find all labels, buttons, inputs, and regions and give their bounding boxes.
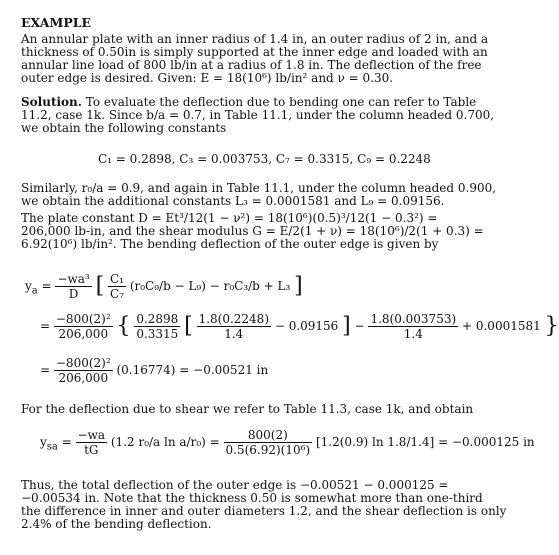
shear-equation: $y_{sa}$ = $\frac{-wa}{tG}$ (1.2 r₀/a ln a/r₀) = $\frac{800(2)}{\text{0.5(6.92)(10⁶)}}$ [1.2(0.9) ln 1.8/1.4] = −0.000125 in [40,428,535,457]
bending-equation-2: = $\frac{\text{−800(2)²}}{206,000}$ { $\frac{0.2898}{0.3315}$ [ $\frac{1.8(0.2248)}{1.4}$ − 0.09156 ] − $\frac{1.8(0.003753)}{1.4}$ + 0.0001581 } [40,312,559,341]
para2-line-2: 11.2, case 1k. Since b/a = 0.7, in Table 11.1, under the column headed 0.700, [21,108,495,122]
para5-line-3: the difference in inner and outer diameters 1.2, and the shear deflection is only [21,504,507,518]
para4: For the deflection due to shear we refer to Table 11.3, case 1k, and obtain [21,402,474,416]
para1-line-4: outer edge is desired. Given: E = 18(10⁶) lb/in² and ν = 0.30. [21,71,394,85]
para1-line-2: thickness of 0.50in is simply supported at the inner edge and loaded with an [21,45,488,59]
para1-line-1: An annular plate with an inner radius of 1.4 in, an outer radius of 2 in, and a [21,32,489,46]
bending-equation-1: $y_a$ = $\frac{\text{−wa³}}{D}$ [ $\frac{\text{C₁}}{\text{C₇}}$ (r₀C₉/b − L₉) − r₀C₃/b + L₃ ] [25,272,303,301]
para3-line-3: The plate constant D = Et³/12(1 − ν²) = 18(10⁶)(0.5)³/12(1 − 0.3²) = [21,211,438,225]
para2-line-3: we obtain the following constants [21,121,227,135]
para3-line-2: we obtain the additional constants L₃ = 0.0001581 and L₉ = 0.09156. [21,194,445,208]
para3-line-4: 206,000 lb-in, and the shear modulus G = E/2(1 + ν) = 18(10⁶)/2(1 + 0.3) = [21,224,484,238]
solution-label: Solution. [21,95,82,109]
bending-equation-3: = $\frac{\text{−800(2)²}}{206,000}$ (0.16774) = −0.00521 in [40,356,269,385]
heading: EXAMPLE [21,15,92,30]
para5-line-4: 2.4% of the bending deflection. [21,517,212,531]
para3-line-5: 6.92(10⁶) lb/in². The bending deflection of the outer edge is given by [21,237,439,251]
para5-line-1: Thus, the total deflection of the outer edge is −0.00521 − 0.000125 = [21,478,449,492]
para5-line-2: −0.00534 in. Note that the thickness 0.50 is somewhat more than one-third [21,491,483,505]
para1-line-3: annular line load of 800 lb/in at a radius of 1.8 in. The deflection of the free [21,58,482,72]
para2-line-1: To evaluate the deflection due to bending one can refer to Table [85,95,477,109]
para3-line-1: Similarly, r₀/a = 0.9, and again in Table 11.1, under the column headed 0.900, [21,181,497,195]
constants-equation: C₁ = 0.2898, C₃ = 0.003753, C₇ = 0.3315, C₉ = 0.2248 [98,152,431,166]
